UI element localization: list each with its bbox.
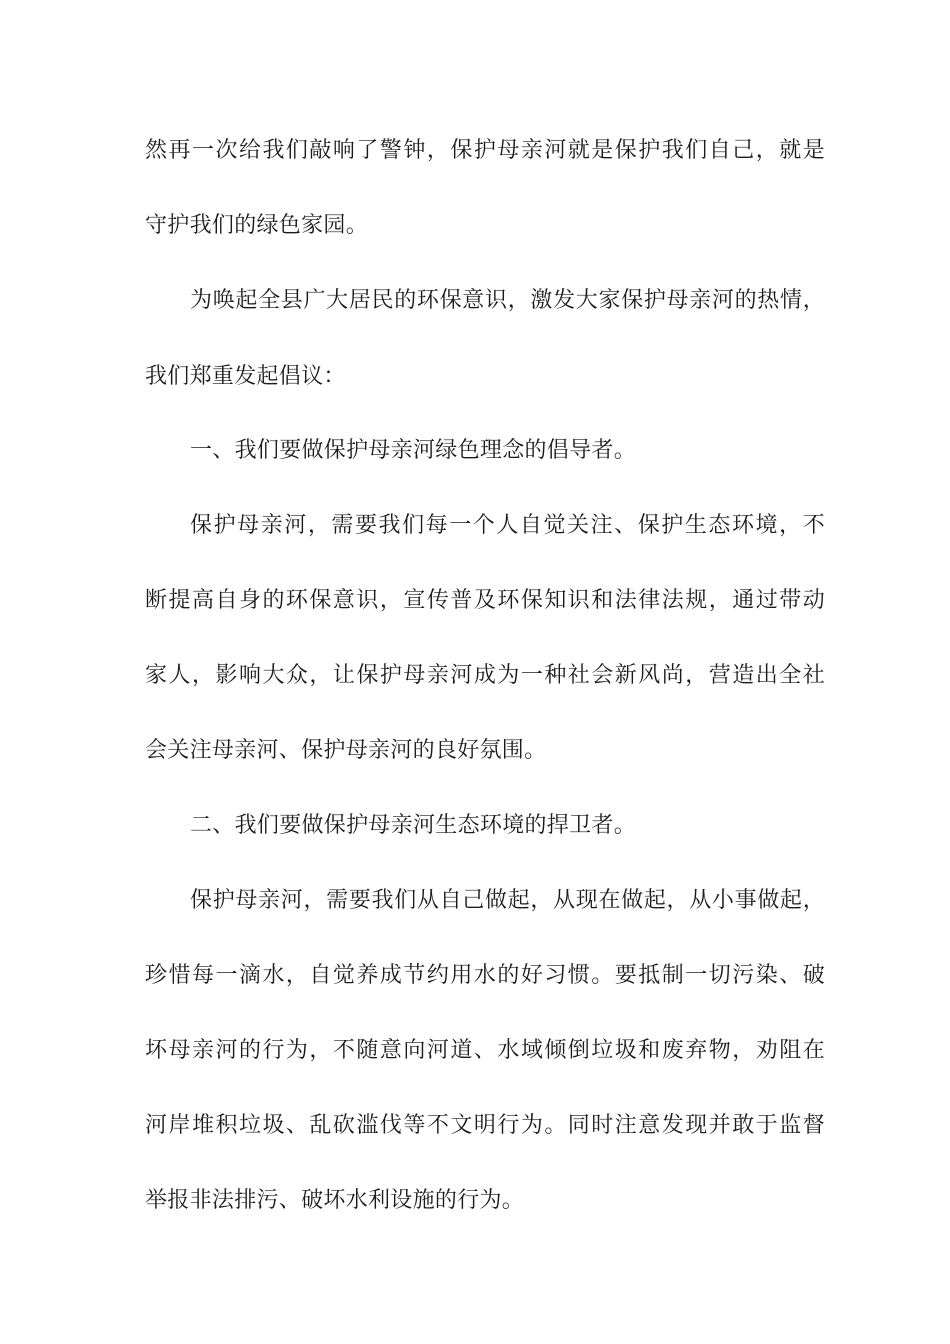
section-heading: 二、我们要做保护母亲河生态环境的捍卫者。 bbox=[190, 813, 637, 838]
text-line: 断提高自身的环保意识，宣传普及环保知识和法律法规，通过带动 bbox=[145, 588, 825, 613]
text-line: 然再一次给我们敲响了警钟，保护母亲河就是保护我们自己，就是 bbox=[145, 138, 825, 163]
text-line: 会关注母亲河、保护母亲河的良好氛围。 bbox=[145, 738, 547, 763]
section-heading: 一、我们要做保护母亲河绿色理念的倡导者。 bbox=[190, 438, 637, 463]
text-line: 珍惜每一滴水，自觉养成节约用水的好习惯。要抵制一切污染、破 bbox=[145, 963, 825, 988]
text-line: 家人，影响大众，让保护母亲河成为一种社会新风尚，营造出全社 bbox=[145, 663, 825, 688]
text-line: 保护母亲河，需要我们从自己做起，从现在做起，从小事做起， bbox=[190, 888, 825, 913]
text-line: 守护我们的绿色家园。 bbox=[145, 213, 369, 238]
text-line: 为唤起全县广大居民的环保意识，激发大家保护母亲河的热情， bbox=[190, 288, 825, 313]
text-line: 保护母亲河，需要我们每一个人自觉关注、保护生态环境，不 bbox=[190, 513, 825, 538]
text-line: 我们郑重发起倡议： bbox=[145, 364, 346, 389]
text-line: 坏母亲河的行为，不随意向河道、水域倾倒垃圾和废弃物，劝阻在 bbox=[145, 1038, 825, 1063]
text-line: 河岸堆积垃圾、乱砍滥伐等不文明行为。同时注意发现并敢于监督 bbox=[145, 1113, 825, 1138]
text-line: 举报非法排污、破坏水利设施的行为。 bbox=[145, 1188, 525, 1213]
